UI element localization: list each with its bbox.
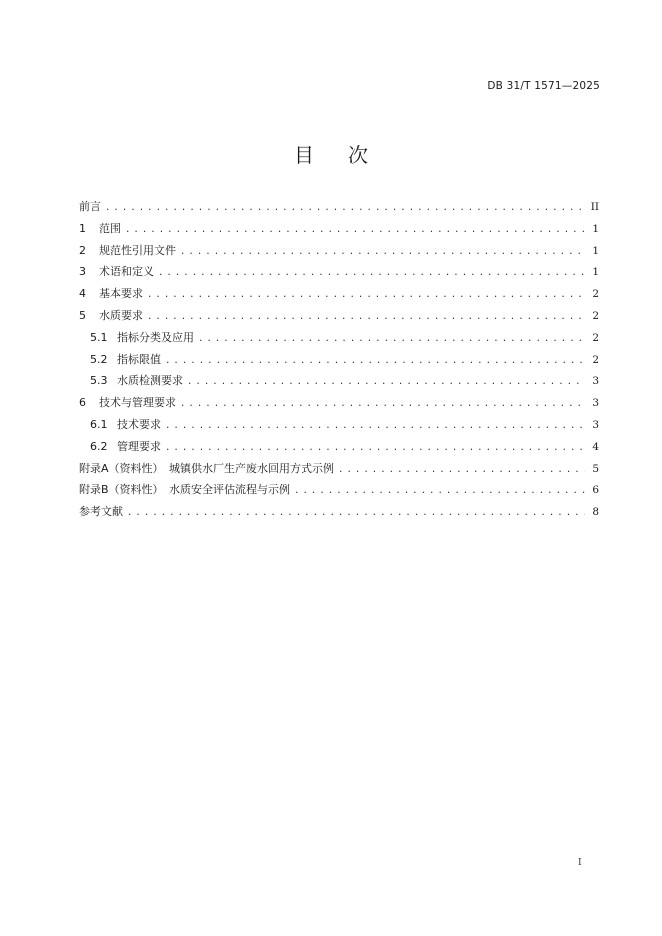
toc-entry-number: 4 — [79, 287, 86, 301]
toc-entry-label: 指标限值 — [117, 352, 161, 366]
toc-entry-number: 6.1 — [90, 417, 108, 431]
toc-entry-management-requirements[interactable] — [79, 438, 599, 460]
toc-entry-scope[interactable] — [79, 220, 599, 242]
dot-leader — [180, 399, 585, 409]
toc-entry-number: 6.2 — [90, 439, 108, 453]
toc-entry-page: 1 — [592, 266, 599, 279]
table-of-contents — [79, 198, 599, 525]
toc-entry-label: 指标分类及应用 — [117, 330, 194, 344]
dot-leader — [165, 421, 585, 431]
toc-entry-page: 3 — [592, 397, 599, 410]
dot-leader — [187, 377, 585, 387]
toc-entry-label: 前言 — [79, 200, 101, 213]
toc-entry-page: 4 — [592, 440, 599, 453]
toc-entry-page: II — [590, 201, 599, 213]
dot-leader — [147, 312, 585, 322]
toc-entry-appendix-b[interactable] — [79, 481, 599, 503]
dot-leader — [147, 290, 585, 300]
toc-entry-number: 1 — [79, 221, 86, 235]
toc-entry-testing-requirements[interactable] — [79, 372, 599, 394]
toc-entry-label: 技术与管理要求 — [99, 396, 176, 410]
toc-entry-number: 5.3 — [90, 374, 108, 388]
toc-entry-label: 规范性引用文件 — [99, 243, 176, 257]
toc-entry-page: 2 — [592, 331, 599, 344]
toc-entry-appendix-a[interactable] — [79, 460, 599, 482]
toc-entry-page: 8 — [592, 506, 599, 519]
toc-entry-page: 1 — [592, 244, 599, 257]
toc-entry-page: 3 — [592, 418, 599, 431]
toc-entry-label: 水质检测要求 — [117, 374, 183, 388]
dot-leader — [127, 508, 585, 518]
toc-entry-water-quality[interactable] — [79, 307, 599, 329]
toc-entry-page: 3 — [592, 375, 599, 388]
toc-entry-page: 1 — [592, 222, 599, 235]
document-code: DB 31/T 1571—2025 — [487, 80, 600, 92]
toc-entry-label: 基本要求 — [99, 287, 143, 301]
toc-entry-label: 附录A（资料性） 城镇供水厂生产废水回用方式示例 — [79, 461, 335, 475]
dot-leader — [125, 225, 585, 235]
toc-entry-label: 参考文献 — [79, 505, 123, 519]
page-number: I — [578, 858, 582, 868]
toc-entry-number: 5 — [79, 308, 86, 322]
toc-entry-indicator-limits[interactable] — [79, 351, 599, 373]
dot-leader — [158, 268, 585, 278]
toc-entry-basic-requirements[interactable] — [79, 285, 599, 307]
toc-entry-label: 管理要求 — [117, 439, 161, 453]
toc-title-char-1: 目 — [294, 143, 314, 167]
dot-leader — [294, 486, 585, 496]
toc-entry-page: 6 — [592, 484, 599, 497]
toc-entry-page: 2 — [592, 288, 599, 301]
toc-entry-number: 6 — [79, 396, 86, 410]
dot-leader — [180, 247, 585, 257]
toc-entry-normative-references[interactable] — [79, 242, 599, 264]
toc-entry-page: 2 — [592, 309, 599, 322]
dot-leader — [338, 465, 585, 475]
toc-entry-technical-management[interactable] — [79, 394, 599, 416]
toc-entry-label: 范围 — [99, 221, 121, 235]
toc-title — [0, 139, 662, 168]
toc-entry-technical-requirements[interactable] — [79, 416, 599, 438]
toc-entry-indicator-classification[interactable] — [79, 329, 599, 351]
toc-entry-page: 5 — [592, 462, 599, 475]
toc-entry-bibliography[interactable] — [79, 503, 599, 525]
toc-entry-label: 技术要求 — [117, 417, 161, 431]
toc-entry-terms[interactable] — [79, 263, 599, 285]
toc-title-char-2: 次 — [348, 143, 368, 167]
toc-entry-label: 术语和定义 — [99, 265, 154, 279]
toc-entry-number: 5.2 — [90, 352, 108, 366]
toc-entry-page: 2 — [592, 353, 599, 366]
toc-entry-number: 5.1 — [90, 330, 108, 344]
dot-leader — [165, 356, 585, 366]
dot-leader — [198, 334, 585, 344]
toc-entry-preface[interactable] — [79, 198, 599, 220]
dot-leader — [165, 443, 585, 453]
toc-entry-label: 水质要求 — [99, 308, 143, 322]
toc-entry-number: 2 — [79, 243, 86, 257]
toc-entry-label: 附录B（资料性） 水质安全评估流程与示例 — [79, 483, 291, 497]
toc-entry-number: 3 — [79, 265, 86, 279]
dot-leader — [105, 203, 585, 213]
